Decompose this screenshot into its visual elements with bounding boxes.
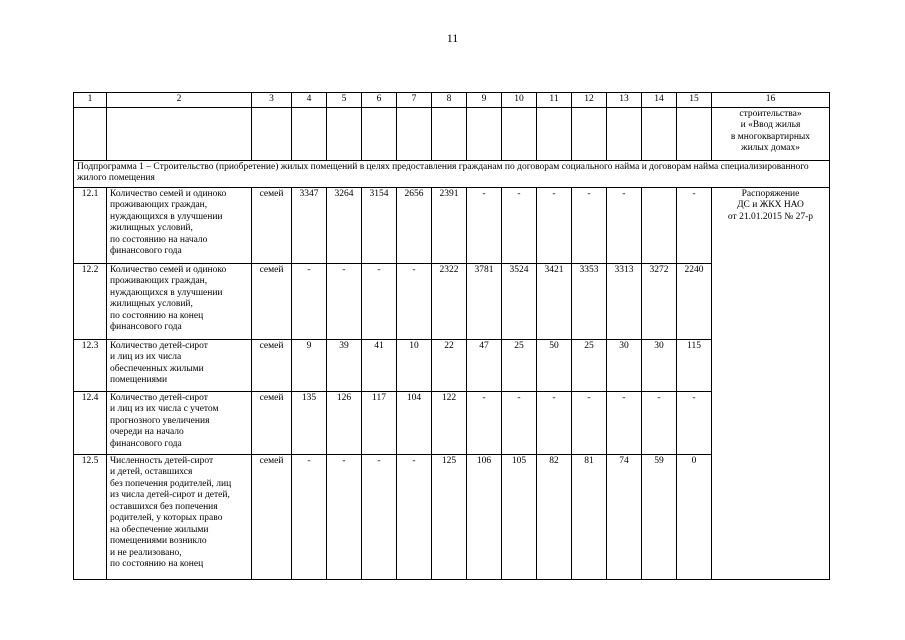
value-cell: -: [292, 263, 327, 339]
text-line: помещениями: [110, 375, 168, 385]
value-cell: 3313: [607, 263, 642, 339]
value-cell: [642, 187, 677, 263]
value-cell: 10: [397, 339, 432, 391]
text-line: и не реализовано,: [110, 547, 182, 558]
text-line: прогнозного увеличения: [110, 415, 210, 426]
value-cell: -: [362, 263, 397, 339]
text-line: Количество детей-сирот: [110, 392, 208, 403]
empty-cell: [642, 107, 677, 160]
empty-cell: [292, 107, 327, 160]
value-cell: -: [642, 391, 677, 454]
unit-cell: семей: [252, 454, 292, 579]
value-cell: 41: [362, 339, 397, 391]
value-cell: 81: [572, 454, 607, 579]
value-cell: -: [397, 454, 432, 579]
value-cell: -: [607, 391, 642, 454]
column-number-cell: 9: [467, 93, 502, 108]
empty-cell: [252, 107, 292, 160]
empty-cell: [362, 107, 397, 160]
text-line: Количество семей и одиноко: [110, 264, 227, 275]
column-number-cell: 1: [74, 93, 107, 108]
reference-document: [712, 187, 830, 579]
text-line: жилищных условий,: [110, 299, 193, 309]
value-cell: 122: [432, 391, 467, 454]
column-number-cell: 10: [502, 93, 537, 108]
text-line: Распоряжение: [741, 188, 800, 199]
row-id: 12.3: [74, 339, 107, 391]
unit-cell: семей: [252, 263, 292, 339]
column-number-cell: 15: [677, 93, 712, 108]
column-number-cell: 14: [642, 93, 677, 108]
value-cell: -: [572, 391, 607, 454]
unit-cell: семей: [252, 187, 292, 263]
value-cell: 3524: [502, 263, 537, 339]
value-cell: 59: [642, 454, 677, 579]
value-cell: 3154: [362, 187, 397, 263]
column-number-cell: 6: [362, 93, 397, 108]
text-line: из числа детей-сирот и детей,: [110, 490, 230, 500]
value-cell: -: [327, 263, 362, 339]
column-number-cell: 11: [537, 93, 572, 108]
text-line: по состоянию на конец: [110, 310, 204, 321]
value-cell: -: [677, 187, 712, 263]
text-line: нуждающихся в улучшении: [110, 287, 223, 298]
value-cell: 3421: [537, 263, 572, 339]
column-number-cell: 4: [292, 93, 327, 108]
empty-cell: [677, 107, 712, 160]
column-number-cell: 3: [252, 93, 292, 108]
text-line: помещениями возникло: [110, 536, 207, 546]
text-line: финансового года: [110, 246, 182, 256]
value-cell: 3264: [327, 187, 362, 263]
text-line: оставшихся без попечения: [110, 501, 218, 512]
value-cell: 47: [467, 339, 502, 391]
column-number-cell: 13: [607, 93, 642, 108]
value-cell: -: [502, 391, 537, 454]
unit-cell: семей: [252, 391, 292, 454]
empty-cell: [432, 107, 467, 160]
value-cell: 25: [572, 339, 607, 391]
value-cell: 104: [397, 391, 432, 454]
column-number-cell: 16: [712, 93, 830, 108]
column-16-continuation: [712, 107, 830, 160]
value-cell: 3272: [642, 263, 677, 339]
text-line: родителей, у которых право: [110, 513, 223, 523]
text-line: по состоянию на конец: [110, 559, 204, 569]
value-cell: 30: [642, 339, 677, 391]
text-line: без попечения родителей, лиц: [110, 478, 232, 489]
empty-cell: [397, 107, 432, 160]
text-line: на обеспечение жилыми: [110, 524, 209, 535]
row-id: 12.2: [74, 263, 107, 339]
text-line: проживающих граждан,: [110, 200, 208, 210]
indicator-name: [107, 391, 252, 454]
subprogram-row: [74, 160, 830, 187]
row-id: 12.5: [74, 454, 107, 579]
page-number: 11: [446, 31, 459, 45]
value-cell: 25: [502, 339, 537, 391]
value-cell: -: [397, 263, 432, 339]
empty-cell: [607, 107, 642, 160]
text-line: финансового года: [110, 322, 182, 332]
text-line: Количество семей и одиноко: [110, 188, 227, 199]
value-cell: 3781: [467, 263, 502, 339]
value-cell: 135: [292, 391, 327, 454]
indicator-name: [107, 187, 252, 263]
empty-cell: [107, 107, 252, 160]
value-cell: 82: [537, 454, 572, 579]
text-line: и лиц из их числа с учетом: [110, 404, 219, 414]
empty-cell: [74, 107, 107, 160]
indicator-name: [107, 263, 252, 339]
text-line: и «Ввод жилья: [740, 120, 801, 130]
value-cell: -: [677, 391, 712, 454]
column-number-cell: 2: [107, 93, 252, 108]
text-line: жилых домах»: [741, 143, 800, 153]
value-cell: 2240: [677, 263, 712, 339]
value-cell: -: [327, 454, 362, 579]
value-cell: 2656: [397, 187, 432, 263]
text-line: строительства»: [739, 108, 802, 119]
subprogram-title: Подпрограмма 1 – Строительство (приобретение) жилых помещений в целях предоставления гражданам по договорам социального найма и договорам найма специализированного жилого помещения: [74, 160, 830, 187]
text-line: очереди на начало: [110, 427, 184, 437]
text-line: и детей, оставшихся: [110, 467, 193, 477]
value-cell: 74: [607, 454, 642, 579]
text-line: от 21.01.2015 № 27-р: [727, 211, 814, 222]
value-cell: 39: [327, 339, 362, 391]
value-cell: 106: [467, 454, 502, 579]
value-cell: 126: [327, 391, 362, 454]
value-cell: -: [292, 454, 327, 579]
text-line: Численность детей-сирот: [110, 455, 214, 466]
unit-cell: семей: [252, 339, 292, 391]
column-number-cell: 12: [572, 93, 607, 108]
column-number-cell: 8: [432, 93, 467, 108]
empty-cell: [502, 107, 537, 160]
value-cell: -: [537, 391, 572, 454]
indicator-name: [107, 339, 252, 391]
column-number-cell: 7: [397, 93, 432, 108]
text-line: проживающих граждан,: [110, 276, 208, 286]
value-cell: -: [362, 454, 397, 579]
value-cell: -: [502, 187, 537, 263]
value-cell: 115: [677, 339, 712, 391]
text-line: в многоквартирных: [730, 131, 811, 142]
value-cell: 22: [432, 339, 467, 391]
empty-cell: [537, 107, 572, 160]
indicators-table: [73, 92, 830, 580]
text-line: Количество детей-сирот: [110, 340, 208, 351]
table-row: [74, 187, 830, 263]
row-id: 12.4: [74, 391, 107, 454]
text-line: нуждающихся в улучшении: [110, 211, 223, 222]
text-line: финансового года: [110, 438, 182, 449]
value-cell: 50: [537, 339, 572, 391]
value-cell: 117: [362, 391, 397, 454]
value-cell: 2322: [432, 263, 467, 339]
indicator-name: [107, 454, 252, 579]
column-number-row: [74, 93, 830, 108]
continuation-row: [74, 107, 830, 160]
table-body: [74, 93, 830, 580]
empty-cell: [327, 107, 362, 160]
value-cell: 125: [432, 454, 467, 579]
text-line: обеспеченных жилыми: [110, 363, 204, 374]
value-cell: 105: [502, 454, 537, 579]
value-cell: -: [572, 187, 607, 263]
text-line: жилищных условий,: [110, 223, 193, 233]
value-cell: 3353: [572, 263, 607, 339]
empty-cell: [467, 107, 502, 160]
value-cell: -: [537, 187, 572, 263]
value-cell: -: [607, 187, 642, 263]
value-cell: 3347: [292, 187, 327, 263]
text-line: и лиц из их числа: [110, 352, 182, 362]
row-id: 12.1: [74, 187, 107, 263]
value-cell: 0: [677, 454, 712, 579]
value-cell: -: [467, 391, 502, 454]
text-line: ДС и ЖКХ НАО: [737, 200, 804, 210]
value-cell: 9: [292, 339, 327, 391]
empty-cell: [572, 107, 607, 160]
column-number-cell: 5: [327, 93, 362, 108]
value-cell: -: [467, 187, 502, 263]
text-line: по состоянию на начало: [110, 234, 208, 245]
value-cell: 2391: [432, 187, 467, 263]
value-cell: 30: [607, 339, 642, 391]
